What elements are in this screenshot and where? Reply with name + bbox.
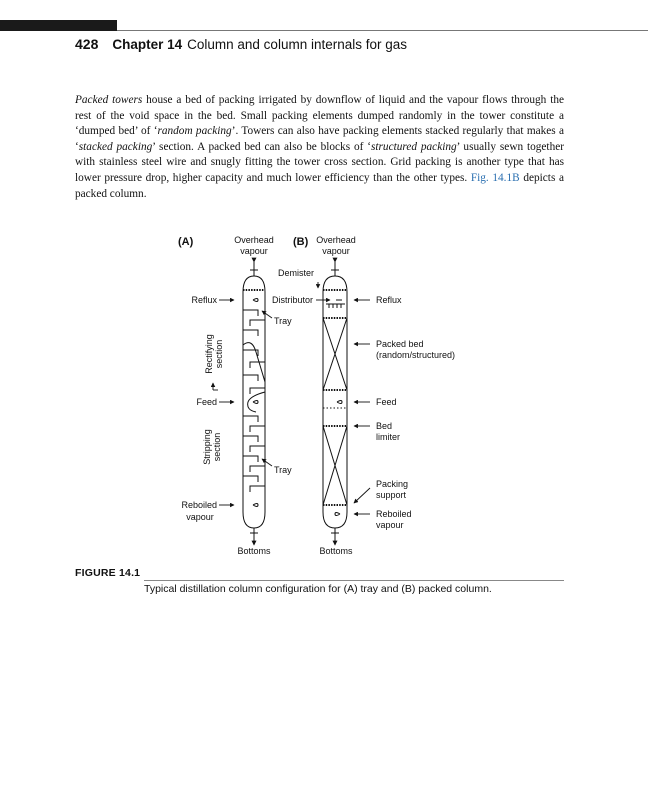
- distributor-label: Distributor: [272, 295, 314, 305]
- overhead-vapour-a: Overhead: [234, 235, 274, 245]
- demister-label: Demister: [277, 268, 315, 278]
- term-structured-packing: structured packing: [371, 140, 457, 153]
- running-header: [75, 36, 407, 56]
- paragraph-text: depicts a packed column.: [75, 171, 564, 200]
- paragraph-text: house a bed of packing irrigated by downflow of liquid and the vapour flows through the rest of the void space in the bed. Small packing elements dumped randomly in the tower constitute a ‘dumped bed’ of ‘: [75, 94, 564, 138]
- term-random-packing: random packing: [157, 125, 232, 138]
- reboiled-vapour-label-a: vapour: [186, 512, 214, 522]
- feed-label-b: Feed: [376, 397, 397, 407]
- packing-support-label: support: [376, 490, 407, 500]
- bottoms-label-a: Bottoms: [237, 546, 271, 556]
- page-number: 428: [75, 36, 99, 52]
- body-paragraph: [75, 93, 564, 202]
- bed-limiter-label: Bed: [376, 421, 393, 431]
- stripping-section-label: section: [212, 432, 222, 462]
- paragraph-text: ’. Towers can also have packing elements stacked regularly that makes a ‘: [75, 125, 565, 153]
- packed-bed-label: Packed bed: [376, 339, 424, 349]
- label-a: (A): [178, 236, 194, 248]
- packed-bed-label: (random/structured): [376, 350, 456, 360]
- bed-limiter-label: limiter: [376, 432, 400, 442]
- figure-link[interactable]: Fig. 14.1B: [470, 171, 520, 184]
- paragraph-text: ’ usually sewn together with stainless steel wire and snugly fitting the tower cross section. Grid packing is another type that has lower pressure drop, higher capacity and much lower efficiency than the other types.: [75, 140, 564, 184]
- overhead-vapour-b: vapour: [322, 246, 350, 256]
- tray-label-upper: Tray: [274, 316, 292, 326]
- reboiled-vapour-label-b: Reboiled: [376, 509, 412, 519]
- stripping-section-label: Stripping: [202, 429, 212, 465]
- rectifying-section-label: section: [214, 339, 224, 369]
- header-bar: [0, 20, 117, 31]
- figure-caption: Typical distillation column configuration for (A) tray and (B) packed column.: [144, 583, 492, 595]
- distillation-diagram: [170, 228, 470, 560]
- diagram-svg: [170, 228, 470, 560]
- term-stacked-packing: stacked packing: [78, 140, 153, 153]
- figure-label: FIGURE 14.1: [75, 567, 141, 579]
- paragraph-text: ’ section. A packed bed can also be blocks of ‘: [152, 140, 371, 153]
- packed-column: [323, 262, 347, 545]
- label-b: (B): [293, 236, 309, 248]
- chapter-label: Chapter 14: [112, 37, 183, 52]
- packing-support-label: Packing: [376, 479, 409, 489]
- reboiled-vapour-label-a: Reboiled: [181, 500, 217, 510]
- chapter-title: Column and column internals for gas: [187, 37, 408, 52]
- bottoms-label-b: Bottoms: [319, 546, 353, 556]
- feed-label-a: Feed: [196, 397, 217, 407]
- reflux-label-a: Reflux: [191, 295, 217, 305]
- header-rule: [117, 30, 648, 31]
- caption-rule: [144, 580, 564, 581]
- tray-label-lower: Tray: [274, 465, 292, 475]
- reboiled-vapour-label-b: vapour: [376, 520, 404, 530]
- term-packed-towers: Packed towers: [75, 94, 143, 106]
- tray-column: [243, 262, 265, 545]
- rectifying-section-label: Rectifying: [204, 334, 214, 374]
- overhead-vapour-b: Overhead: [316, 235, 356, 245]
- reflux-label-b: Reflux: [376, 295, 402, 305]
- overhead-vapour-a: vapour: [240, 246, 268, 256]
